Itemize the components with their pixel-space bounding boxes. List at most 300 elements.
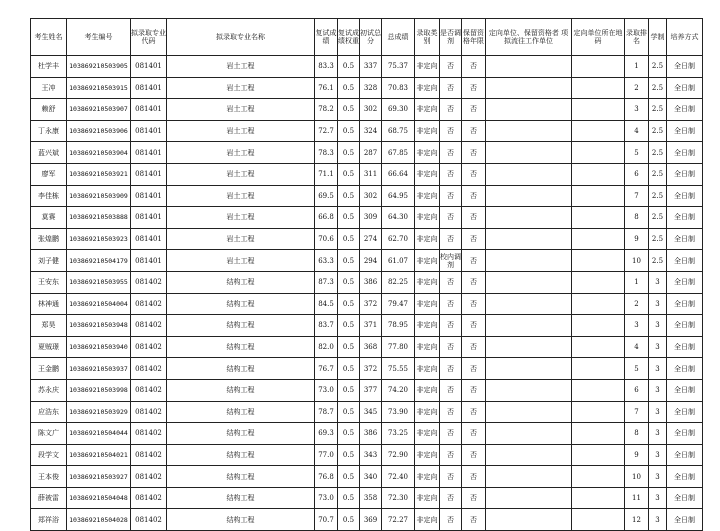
table-cell: 368	[360, 336, 382, 358]
table-cell	[572, 444, 625, 466]
table-cell: 103869210504044	[67, 423, 131, 445]
table-cell: 全日制	[667, 315, 703, 337]
table-cell: 081402	[131, 315, 167, 337]
table-cell: 103869210503923	[67, 228, 131, 250]
table-cell: 72.7	[315, 120, 338, 142]
table-row	[31, 315, 703, 337]
table-cell: 69.30	[382, 99, 415, 121]
table-cell: 103869210503937	[67, 358, 131, 380]
table-cell: 全日制	[667, 379, 703, 401]
column-header: 初试总分	[360, 19, 382, 56]
table-cell: 103869210504048	[67, 487, 131, 509]
table-cell: 全日制	[667, 56, 703, 78]
table-cell: 372	[360, 293, 382, 315]
table-cell: 103869210503907	[67, 99, 131, 121]
table-cell: 全日制	[667, 142, 703, 164]
table-cell: 1	[625, 271, 649, 293]
table-cell: 77.80	[382, 336, 415, 358]
table-cell: 岩土工程	[167, 185, 315, 207]
table-cell: 372	[360, 358, 382, 380]
table-cell: 否	[440, 423, 462, 445]
table-cell: 非定向	[415, 228, 440, 250]
table-cell: 9	[625, 228, 649, 250]
table-header	[31, 19, 703, 56]
table-cell: 全日制	[667, 444, 703, 466]
table-cell	[486, 99, 572, 121]
table-cell: 否	[462, 487, 486, 509]
table-cell: 否	[440, 56, 462, 78]
table-cell: 345	[360, 401, 382, 423]
table-cell: 081401	[131, 120, 167, 142]
table-cell: 否	[462, 271, 486, 293]
table-cell: 全日制	[667, 509, 703, 531]
table-cell: 否	[462, 379, 486, 401]
column-header: 定向单位、保留资格者 项拟流往工作单位	[486, 19, 572, 56]
table-row	[31, 379, 703, 401]
table-cell: 7	[625, 185, 649, 207]
table-cell: 0.5	[338, 120, 360, 142]
table-cell: 非定向	[415, 379, 440, 401]
table-row	[31, 358, 703, 380]
table-cell	[572, 250, 625, 272]
table-cell: 72.90	[382, 444, 415, 466]
table-cell	[572, 401, 625, 423]
admission-table	[30, 18, 703, 531]
table-cell	[572, 487, 625, 509]
table-cell: 杜学丰	[31, 56, 67, 78]
column-header: 拟录取专业名称	[167, 19, 315, 56]
table-cell: 5	[625, 142, 649, 164]
table-cell: 103869210503909	[67, 185, 131, 207]
table-cell: 83.3	[315, 56, 338, 78]
table-cell	[486, 293, 572, 315]
table-cell	[572, 315, 625, 337]
table-cell: 廖军	[31, 163, 67, 185]
table-cell	[572, 185, 625, 207]
table-cell	[572, 379, 625, 401]
table-cell: 76.1	[315, 77, 338, 99]
table-cell: 10	[625, 250, 649, 272]
table-cell: 0.5	[338, 142, 360, 164]
table-cell: 结构工程	[167, 466, 315, 488]
table-cell: 103869210504179	[67, 250, 131, 272]
table-cell: 非定向	[415, 358, 440, 380]
table-cell: 081401	[131, 77, 167, 99]
table-cell: 311	[360, 163, 382, 185]
table-cell: 否	[440, 358, 462, 380]
table-cell	[572, 163, 625, 185]
table-cell: 11	[625, 487, 649, 509]
table-cell: 否	[440, 185, 462, 207]
table-cell	[572, 271, 625, 293]
table-cell	[572, 336, 625, 358]
table-cell: 66.8	[315, 207, 338, 229]
table-cell: 陈文广	[31, 423, 67, 445]
table-cell: 否	[462, 120, 486, 142]
table-cell: 非定向	[415, 444, 440, 466]
table-cell: 3	[649, 358, 667, 380]
column-header: 考生编号	[67, 19, 131, 56]
table-row	[31, 250, 703, 272]
table-cell: 否	[440, 336, 462, 358]
table-cell: 否	[462, 401, 486, 423]
table-cell: 否	[440, 466, 462, 488]
table-cell: 全日制	[667, 250, 703, 272]
table-cell: 否	[462, 228, 486, 250]
table-cell: 岩土工程	[167, 250, 315, 272]
table-cell: 081402	[131, 379, 167, 401]
table-cell: 否	[440, 120, 462, 142]
table-cell: 103869210504021	[67, 444, 131, 466]
table-cell: 103869210503888	[67, 207, 131, 229]
table-cell: 否	[462, 358, 486, 380]
table-cell: 2.5	[649, 56, 667, 78]
table-cell: 否	[462, 207, 486, 229]
table-cell: 0.5	[338, 444, 360, 466]
table-cell: 1	[625, 56, 649, 78]
table-cell: 369	[360, 509, 382, 531]
table-cell	[486, 444, 572, 466]
table-cell: 蓝兴斌	[31, 142, 67, 164]
table-cell: 103869210504028	[67, 509, 131, 531]
table-cell: 0.5	[338, 250, 360, 272]
table-row	[31, 401, 703, 423]
table-cell: 刘子健	[31, 250, 67, 272]
table-cell: 5	[625, 358, 649, 380]
table-cell: 64.30	[382, 207, 415, 229]
column-header: 录取排名	[625, 19, 649, 56]
table-cell: 6	[625, 379, 649, 401]
table-row	[31, 293, 703, 315]
table-cell: 103869210503998	[67, 379, 131, 401]
table-cell: 2.5	[649, 142, 667, 164]
table-cell: 2.5	[649, 163, 667, 185]
column-header: 学制	[649, 19, 667, 56]
table-cell: 63.3	[315, 250, 338, 272]
table-cell: 294	[360, 250, 382, 272]
table-cell: 非定向	[415, 466, 440, 488]
column-header: 培养方式	[667, 19, 703, 56]
table-cell: 非定向	[415, 207, 440, 229]
table-cell: 非定向	[415, 120, 440, 142]
table-cell: 0.5	[338, 336, 360, 358]
table-row	[31, 77, 703, 99]
table-cell: 全日制	[667, 487, 703, 509]
table-cell: 4	[625, 336, 649, 358]
table-cell: 081401	[131, 142, 167, 164]
table-cell: 非定向	[415, 77, 440, 99]
table-cell: 否	[462, 56, 486, 78]
table-cell: 全日制	[667, 358, 703, 380]
table-cell: 287	[360, 142, 382, 164]
table-cell	[486, 185, 572, 207]
table-cell: 夏贼璟	[31, 336, 67, 358]
column-header: 录取类别	[415, 19, 440, 56]
table-cell: 全日制	[667, 77, 703, 99]
column-header: 复试成绩	[315, 19, 338, 56]
table-cell: 72.30	[382, 487, 415, 509]
table-cell: 324	[360, 120, 382, 142]
table-cell: 否	[462, 142, 486, 164]
table-cell: 全日制	[667, 271, 703, 293]
table-cell: 0.5	[338, 163, 360, 185]
table-cell	[486, 271, 572, 293]
table-cell: 0.5	[338, 401, 360, 423]
table-row	[31, 444, 703, 466]
table-cell: 林神通	[31, 293, 67, 315]
table-cell: 0.5	[338, 56, 360, 78]
table-cell: 081402	[131, 423, 167, 445]
table-cell	[572, 99, 625, 121]
table-row	[31, 336, 703, 358]
table-cell: 081401	[131, 99, 167, 121]
table-cell: 王安东	[31, 271, 67, 293]
table-cell	[572, 120, 625, 142]
table-cell: 全日制	[667, 423, 703, 445]
table-cell: 非定向	[415, 423, 440, 445]
table-cell: 103869210503955	[67, 271, 131, 293]
table-cell: 69.5	[315, 185, 338, 207]
table-cell: 343	[360, 444, 382, 466]
table-cell: 否	[462, 423, 486, 445]
table-cell	[572, 293, 625, 315]
table-cell: 否	[462, 99, 486, 121]
table-cell: 081402	[131, 271, 167, 293]
table-cell: 结构工程	[167, 336, 315, 358]
table-cell: 3	[649, 466, 667, 488]
table-cell: 否	[440, 315, 462, 337]
table-cell: 62.70	[382, 228, 415, 250]
table-cell: 否	[440, 293, 462, 315]
table-cell: 结构工程	[167, 293, 315, 315]
table-cell: 段学文	[31, 444, 67, 466]
table-cell: 非定向	[415, 142, 440, 164]
table-cell: 69.3	[315, 423, 338, 445]
table-cell: 309	[360, 207, 382, 229]
table-cell: 2.5	[649, 99, 667, 121]
table-cell: 结构工程	[167, 487, 315, 509]
table-cell: 3	[649, 487, 667, 509]
table-row	[31, 185, 703, 207]
table-row	[31, 228, 703, 250]
table-cell	[486, 228, 572, 250]
table-cell: 郑祥浴	[31, 509, 67, 531]
table-cell: 否	[462, 250, 486, 272]
table-cell: 全日制	[667, 401, 703, 423]
table-cell	[572, 466, 625, 488]
table-cell: 73.25	[382, 423, 415, 445]
table-cell	[572, 56, 625, 78]
table-cell: 全日制	[667, 293, 703, 315]
table-cell: 非定向	[415, 336, 440, 358]
table-cell: 8	[625, 207, 649, 229]
table-cell: 否	[440, 228, 462, 250]
table-cell: 否	[462, 185, 486, 207]
table-cell: 0.5	[338, 487, 360, 509]
table-cell: 非定向	[415, 315, 440, 337]
table-cell: 73.0	[315, 379, 338, 401]
table-cell: 全日制	[667, 120, 703, 142]
table-cell	[486, 142, 572, 164]
table-cell: 非定向	[415, 509, 440, 531]
table-cell: 非定向	[415, 56, 440, 78]
table-cell: 李佳栋	[31, 185, 67, 207]
table-cell: 全日制	[667, 228, 703, 250]
table-cell: 岩土工程	[167, 142, 315, 164]
table-cell	[486, 56, 572, 78]
table-cell: 358	[360, 487, 382, 509]
table-cell: 70.7	[315, 509, 338, 531]
table-cell: 103869210503921	[67, 163, 131, 185]
table-cell	[486, 250, 572, 272]
table-cell: 3	[649, 423, 667, 445]
table-cell: 否	[440, 271, 462, 293]
table-cell: 081402	[131, 336, 167, 358]
table-cell: 王本俊	[31, 466, 67, 488]
admission-list-page	[30, 18, 699, 531]
table-cell: 081402	[131, 487, 167, 509]
table-cell: 结构工程	[167, 423, 315, 445]
table-row	[31, 509, 703, 531]
table-cell: 结构工程	[167, 379, 315, 401]
table-cell: 2.5	[649, 185, 667, 207]
table-cell: 否	[462, 77, 486, 99]
table-cell: 3	[649, 315, 667, 337]
table-cell: 103869210503948	[67, 315, 131, 337]
table-cell: 非定向	[415, 185, 440, 207]
table-cell: 3	[649, 293, 667, 315]
table-cell: 70.83	[382, 77, 415, 99]
table-cell: 75.55	[382, 358, 415, 380]
table-cell: 结构工程	[167, 358, 315, 380]
table-cell: 70.6	[315, 228, 338, 250]
table-cell	[486, 77, 572, 99]
table-cell	[486, 466, 572, 488]
table-cell: 84.5	[315, 293, 338, 315]
table-cell: 赖舒	[31, 99, 67, 121]
table-cell: 否	[462, 163, 486, 185]
table-cell: 081402	[131, 358, 167, 380]
table-cell: 75.37	[382, 56, 415, 78]
table-cell: 校内调剂	[440, 250, 462, 272]
table-cell: 非定向	[415, 250, 440, 272]
table-cell: 否	[462, 509, 486, 531]
table-cell: 386	[360, 423, 382, 445]
table-cell: 非定向	[415, 163, 440, 185]
table-cell: 4	[625, 120, 649, 142]
table-cell: 103869210503906	[67, 120, 131, 142]
table-cell: 78.95	[382, 315, 415, 337]
table-cell: 郑昊	[31, 315, 67, 337]
table-cell: 2.5	[649, 120, 667, 142]
table-cell	[572, 358, 625, 380]
table-cell: 否	[440, 379, 462, 401]
table-cell: 否	[440, 207, 462, 229]
table-cell: 3	[625, 315, 649, 337]
table-cell: 103869210503915	[67, 77, 131, 99]
table-cell: 结构工程	[167, 315, 315, 337]
table-cell: 丁永康	[31, 120, 67, 142]
table-cell: 非定向	[415, 271, 440, 293]
table-cell: 302	[360, 99, 382, 121]
table-cell	[572, 423, 625, 445]
table-cell: 3	[649, 509, 667, 531]
table-cell: 否	[440, 401, 462, 423]
table-cell: 61.07	[382, 250, 415, 272]
table-cell: 非定向	[415, 99, 440, 121]
table-row	[31, 56, 703, 78]
table-cell: 应浩东	[31, 401, 67, 423]
table-cell: 0.5	[338, 466, 360, 488]
table-cell: 82.0	[315, 336, 338, 358]
table-cell: 否	[462, 315, 486, 337]
table-cell: 岩土工程	[167, 120, 315, 142]
table-cell: 72.40	[382, 466, 415, 488]
table-cell: 全日制	[667, 336, 703, 358]
column-header: 复试成绩权重	[338, 19, 360, 56]
table-cell: 岩土工程	[167, 207, 315, 229]
table-cell: 2.5	[649, 77, 667, 99]
table-cell: 岩土工程	[167, 77, 315, 99]
column-header: 总成绩	[382, 19, 415, 56]
table-cell	[486, 120, 572, 142]
table-cell	[572, 207, 625, 229]
table-cell: 77.0	[315, 444, 338, 466]
table-cell: 76.8	[315, 466, 338, 488]
table-cell: 3	[625, 99, 649, 121]
table-cell: 岩土工程	[167, 99, 315, 121]
table-cell: 3	[649, 379, 667, 401]
table-cell: 081402	[131, 466, 167, 488]
table-cell	[572, 228, 625, 250]
table-cell: 73.90	[382, 401, 415, 423]
table-cell	[486, 379, 572, 401]
column-header: 保留资格年限	[462, 19, 486, 56]
table-cell: 6	[625, 163, 649, 185]
table-cell: 0.5	[338, 77, 360, 99]
table-cell	[486, 401, 572, 423]
table-cell: 371	[360, 315, 382, 337]
table-cell: 103869210503904	[67, 142, 131, 164]
column-header: 考生姓名	[31, 19, 67, 56]
table-cell: 081402	[131, 509, 167, 531]
table-cell: 全日制	[667, 185, 703, 207]
table-cell: 2.5	[649, 207, 667, 229]
table-cell: 3	[649, 444, 667, 466]
table-cell: 0.5	[338, 228, 360, 250]
column-header: 拟录取专业代码	[131, 19, 167, 56]
table-cell: 否	[440, 487, 462, 509]
table-cell: 377	[360, 379, 382, 401]
table-cell: 0.5	[338, 293, 360, 315]
table-cell	[486, 487, 572, 509]
table-cell: 302	[360, 185, 382, 207]
table-row	[31, 466, 703, 488]
table-row	[31, 487, 703, 509]
table-cell: 79.47	[382, 293, 415, 315]
table-cell: 0.5	[338, 423, 360, 445]
table-cell: 66.64	[382, 163, 415, 185]
table-cell: 78.3	[315, 142, 338, 164]
table-cell: 0.5	[338, 509, 360, 531]
table-cell: 否	[440, 444, 462, 466]
table-cell: 结构工程	[167, 271, 315, 293]
table-cell: 0.5	[338, 207, 360, 229]
table-row	[31, 271, 703, 293]
table-cell: 87.3	[315, 271, 338, 293]
table-cell: 337	[360, 56, 382, 78]
table-cell: 岩土工程	[167, 56, 315, 78]
